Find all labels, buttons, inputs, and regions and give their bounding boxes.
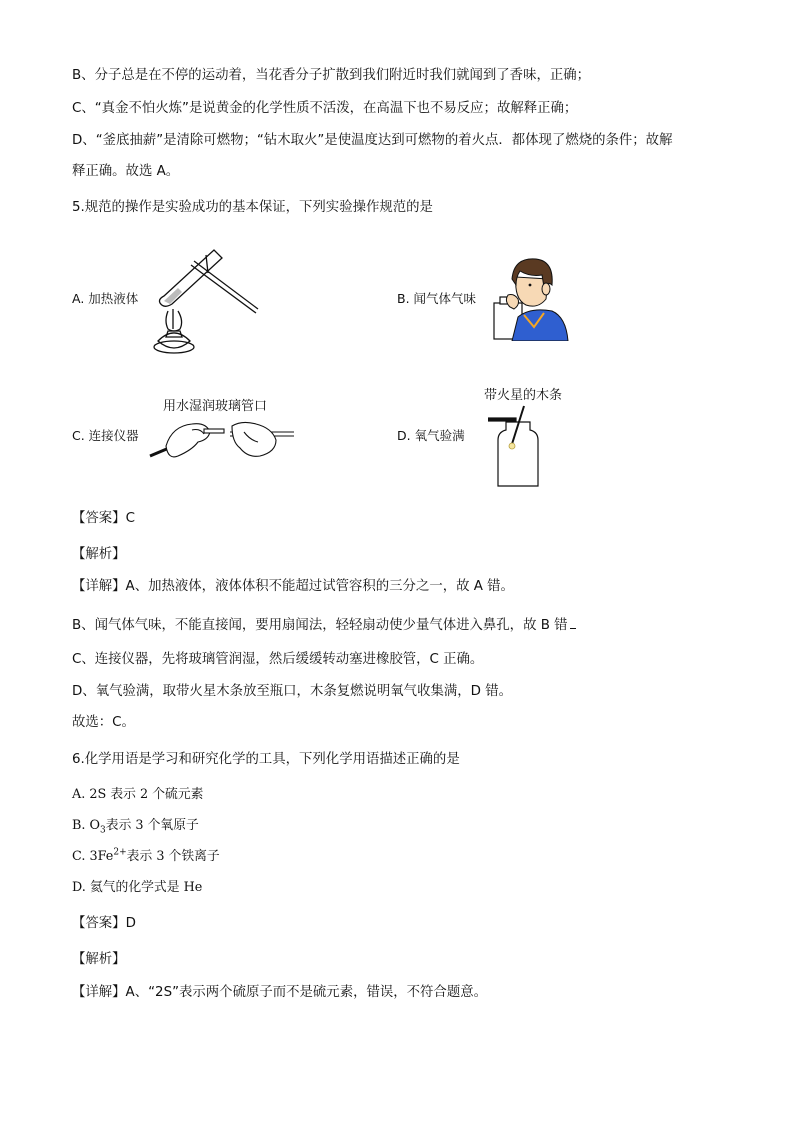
q6-option-b-post: 表示 3 个氧原子 xyxy=(105,818,199,833)
oxygen-check-figure xyxy=(488,402,548,488)
q6-option-c-post: 表示 3 个铁离子 xyxy=(126,849,220,864)
prev-answer-line-d2: 释正确。故选 A。 xyxy=(72,164,180,179)
q5-conclusion: 故选：C。 xyxy=(72,715,135,730)
q6-option-b xyxy=(72,817,199,835)
q6-option-c-sup: 2+ xyxy=(113,847,127,858)
q6-detail-a: 【详解】A、“2S”表示两个硫原子而不是硫元素，错误，不符合题意。 xyxy=(72,985,487,1000)
q6-answer-label: 【答案】 xyxy=(72,916,126,931)
q6-option-c-pre: C. 3Fe xyxy=(72,849,114,864)
q5-detail-a: 【详解】A、加热液体，液体体积不能超过试管容积的三分之一，故 A 错。 xyxy=(72,579,514,594)
smelling-gas-figure xyxy=(490,255,570,341)
q6-stem: 6.化学用语是学习和研究化学的工具，下列化学用语描述正确的是 xyxy=(72,752,460,767)
q5-option-d: D. 氧气验满 xyxy=(397,428,465,443)
q5-detail-c: C、连接仪器，先将玻璃管润湿，然后缓缓转动塞进橡胶管，C 正确。 xyxy=(72,652,484,667)
q6-option-a: A. 2S 表示 2 个硫元素 xyxy=(72,787,204,802)
heating-liquid-figure xyxy=(146,243,266,363)
q5-analysis-label: 【解析】 xyxy=(72,547,126,562)
q6-option-b-pre: B. O xyxy=(72,818,101,833)
q5-answer-label: 【答案】 xyxy=(72,511,126,526)
q5-answer xyxy=(72,510,135,528)
underline-mark xyxy=(570,614,576,629)
q5-option-a: A. 加热液体 xyxy=(72,291,139,306)
q5-option-c: C. 连接仪器 xyxy=(72,428,139,443)
q5-detail-d: D、氧气验满，取带火星木条放至瓶口，木条复燃说明氧气收集满，D 错。 xyxy=(72,684,512,699)
q6-answer-value: D xyxy=(125,916,136,931)
q6-analysis-label: 【解析】 xyxy=(72,952,126,967)
q5-figure-c-caption: 用水湿润玻璃管口 xyxy=(163,399,268,414)
q5-detail-b xyxy=(72,614,576,635)
q6-option-b-sub: 3 xyxy=(100,825,106,836)
q5-stem: 5.规范的操作是实验成功的基本保证，下列实验操作规范的是 xyxy=(72,200,433,215)
prev-answer-line-d1: D、“釜底抽薪”是清除可燃物；“钻木取火”是使温度达到可燃物的着火点．都体现了燃烧的条件；故解 xyxy=(72,133,673,148)
prev-answer-line-b: B、分子总是在不停的运动着，当花香分子扩散到我们附近时我们就闻到了香味，正确； xyxy=(72,68,591,83)
q5-answer-value: C xyxy=(125,511,135,526)
q6-option-c xyxy=(72,848,220,866)
connecting-apparatus-figure xyxy=(148,416,296,464)
q6-option-d: D. 氦气的化学式是 He xyxy=(72,880,203,895)
prev-answer-line-c: C、“真金不怕火炼”是说黄金的化学性质不活泼，在高温下也不易反应；故解释正确； xyxy=(72,101,578,116)
q5-figure-d-caption: 带火星的木条 xyxy=(484,388,563,403)
q5-option-b: B. 闻气体气味 xyxy=(397,291,477,306)
q6-answer xyxy=(72,915,136,933)
q5-detail-b-text: B、闻气体气味，不能直接闻，要用扇闻法，轻轻扇动使少量气体进入鼻孔，故 B 错 xyxy=(72,618,568,633)
